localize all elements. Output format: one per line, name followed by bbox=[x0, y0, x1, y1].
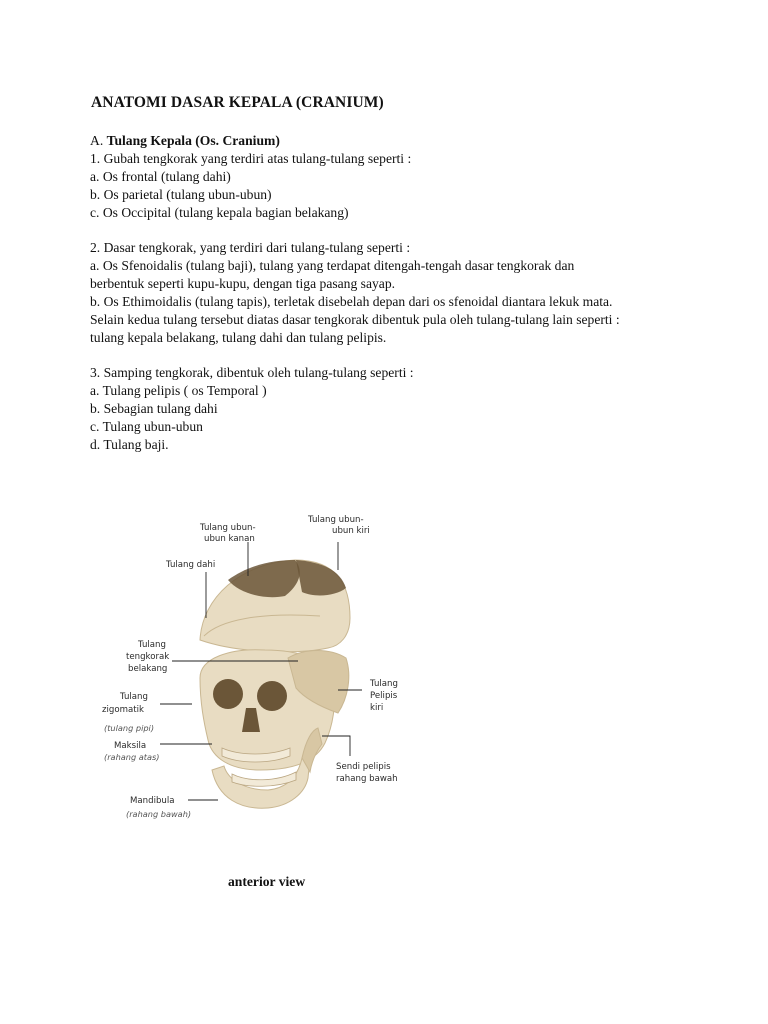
section-a bbox=[90, 132, 690, 222]
section-a-heading-line bbox=[90, 132, 690, 150]
label-sendi-1: Sendi pelipis bbox=[336, 762, 391, 772]
section-a-line: 1. Gubah tengkorak yang terdiri atas tulang-tulang seperti : bbox=[90, 151, 412, 166]
section-3-line: a. Tulang pelipis ( os Temporal ) bbox=[90, 383, 267, 398]
label-mandibula-1: Mandibula bbox=[130, 796, 175, 806]
label-ubun-kanan-1: Tulang ubun- bbox=[200, 523, 256, 533]
section-a-heading: Tulang Kepala (Os. Cranium) bbox=[106, 133, 280, 148]
label-pelipis-1: Tulang bbox=[370, 679, 398, 689]
section-a-line: c. Os Occipital (tulang kepala bagian belakang) bbox=[90, 205, 349, 220]
label-ubun-kiri-2: ubun kiri bbox=[332, 526, 370, 536]
section-2-line: a. Os Sfenoidalis (tulang baji), tulang yang terdapat ditengah-tengah dasar tengkorak dan bbox=[90, 258, 575, 273]
figure-caption: anterior view bbox=[228, 874, 306, 889]
section-a-line: a. Os frontal (tulang dahi) bbox=[90, 169, 231, 184]
section-a-line: b. Os parietal (tulang ubun-ubun) bbox=[90, 187, 272, 202]
document-title: ANATOMI DASAR KEPALA (CRANIUM) bbox=[91, 94, 384, 111]
section-2-line: berbentuk seperti kupu-kupu, dengan tiga pasang sayap. bbox=[90, 276, 396, 291]
label-dahi: Tulang dahi bbox=[166, 560, 216, 570]
label-belakang-2: tengkorak bbox=[126, 652, 170, 662]
section-3-line: c. Tulang ubun-ubun bbox=[90, 419, 203, 434]
orbit-left bbox=[257, 681, 287, 711]
section-3-line: b. Sebagian tulang dahi bbox=[90, 401, 218, 416]
label-zigomatik-2: zigomatik bbox=[102, 705, 144, 715]
section-3-line: d. Tulang baji. bbox=[90, 437, 169, 452]
label-sendi-2: rahang bawah bbox=[336, 774, 398, 784]
label-maksila-2: (rahang atas) bbox=[104, 752, 160, 762]
label-pelipis-2: Pelipis bbox=[370, 691, 398, 701]
label-pelipis-3: kiri bbox=[370, 703, 384, 713]
section-2-line: b. Os Ethimoidalis (tulang tapis), terletak disebelah depan dari os sfenoidal diantara lekuk mata. bbox=[90, 294, 613, 309]
label-belakang-1: Tulang bbox=[138, 640, 166, 650]
label-maksila-1: Maksila bbox=[114, 741, 147, 751]
label-belakang-3: belakang bbox=[128, 664, 168, 674]
parietal-left-shading bbox=[296, 560, 346, 595]
section-3-line: 3. Samping tengkorak, dibentuk oleh tulang-tulang seperti : bbox=[90, 365, 414, 380]
section-2 bbox=[90, 239, 690, 347]
section-a-prefix: A. bbox=[90, 133, 107, 148]
label-mandibula-2: (rahang bawah) bbox=[126, 809, 192, 819]
section-3 bbox=[90, 364, 690, 454]
skull-exploded-diagram bbox=[100, 508, 420, 828]
orbit-right bbox=[213, 679, 243, 709]
skull-anatomy-figure bbox=[100, 508, 420, 828]
section-2-line: tulang kepala belakang, tulang dahi dan tulang pelipis. bbox=[90, 330, 387, 345]
section-2-line: Selain kedua tulang tersebut diatas dasar tengkorak dibentuk pula oleh tulang-tulang lain seperti : bbox=[90, 312, 620, 327]
label-ubun-kanan-2: ubun kanan bbox=[204, 534, 255, 544]
label-zigomatik-3: (tulang pipi) bbox=[104, 723, 155, 733]
section-2-line: 2. Dasar tengkorak, yang terdiri dari tulang-tulang seperti : bbox=[90, 240, 411, 255]
label-zigomatik-1: Tulang bbox=[120, 692, 148, 702]
label-ubun-kiri-1: Tulang ubun- bbox=[308, 515, 364, 525]
